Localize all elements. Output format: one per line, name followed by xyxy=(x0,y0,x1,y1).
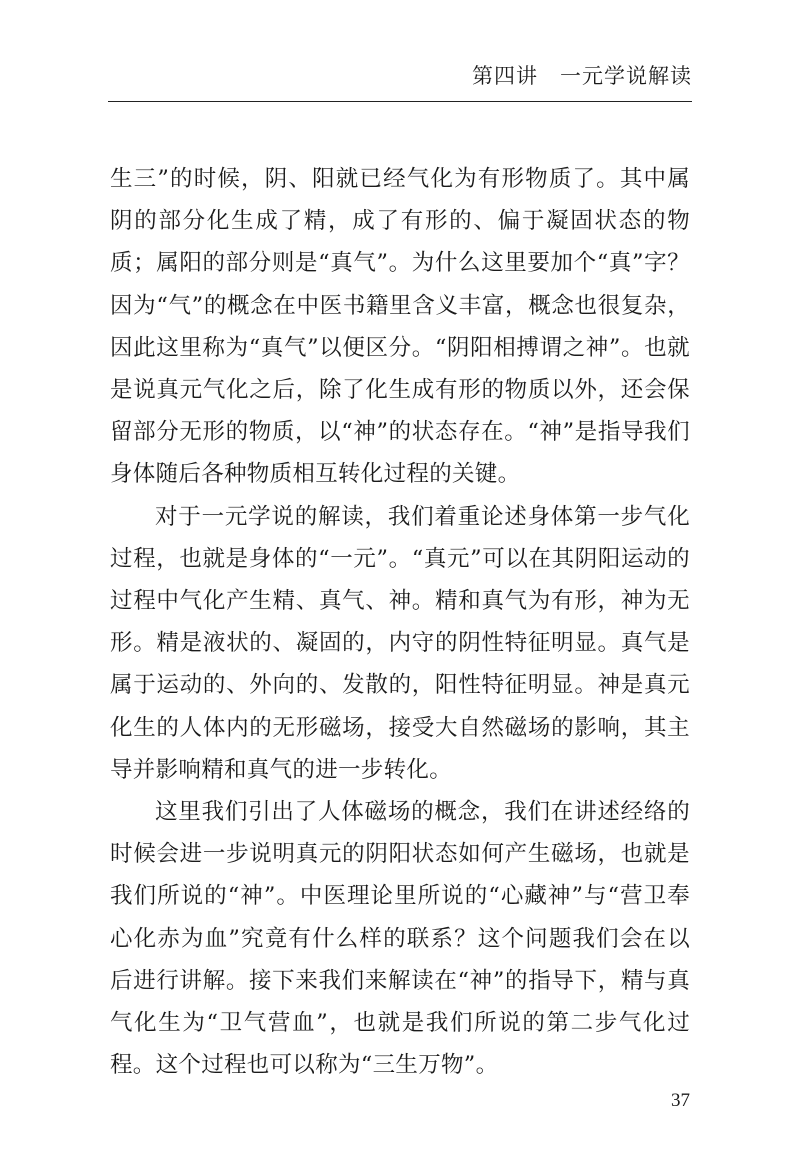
body-text xyxy=(110,158,690,1086)
running-header xyxy=(472,60,692,90)
chapter-label: 第四讲 xyxy=(472,64,538,88)
paragraph-continued: 生三”的时候，阴、阳就已经气化为有形物质了。其中属阴的部分化生成了精，成了有形的、偏于凝固状态的物质；属阳的部分则是“真气”。为什么这里要加个“真”字？因为“气”的概念在中医书籍里含义丰富，概念也很复杂，因此这里称为“真气”以便区分。“阴阳相搏谓之神”。也就是说真元气化之后，除了化生成有形的物质以外，还会保留部分无形的物质，以“神”的状态存在。“神”是指导我们身体随后各种物质相互转化过程的关键。 xyxy=(110,166,690,488)
page-number: 37 xyxy=(671,1090,690,1111)
chapter-title: 一元学说解读 xyxy=(560,64,692,88)
paragraph: 对于一元学说的解读，我们着重论述身体第一步气化过程，也就是身体的“一元”。“真元”可以在其阴阳运动的过程中气化产生精、真气、神。精和真气为有形，神为无形。精是液状的、凝固的，内守的阴性特征明显。真气是属于运动的、外向的、发散的，阳性特征明显。神是真元化生的人体内的无形磁场，接受大自然磁场的影响，其主导并影响精和真气的进一步转化。 xyxy=(110,503,690,783)
paragraph: 这里我们引出了人体磁场的概念，我们在讲述经络的时候会进一步说明真元的阴阳状态如何产生磁场，也就是我们所说的“神”。中医理论里所说的“心藏神”与“营卫奉心化赤为血”究竟有什么样的联系？这个问题我们会在以后进行讲解。接下来我们来解读在“神”的指导下，精与真气化生为“卫气营血”，也就是我们所说的第二步气化过程。这个过程也可以称为“三生万物”。 xyxy=(110,799,690,1079)
header-rule xyxy=(108,101,692,102)
